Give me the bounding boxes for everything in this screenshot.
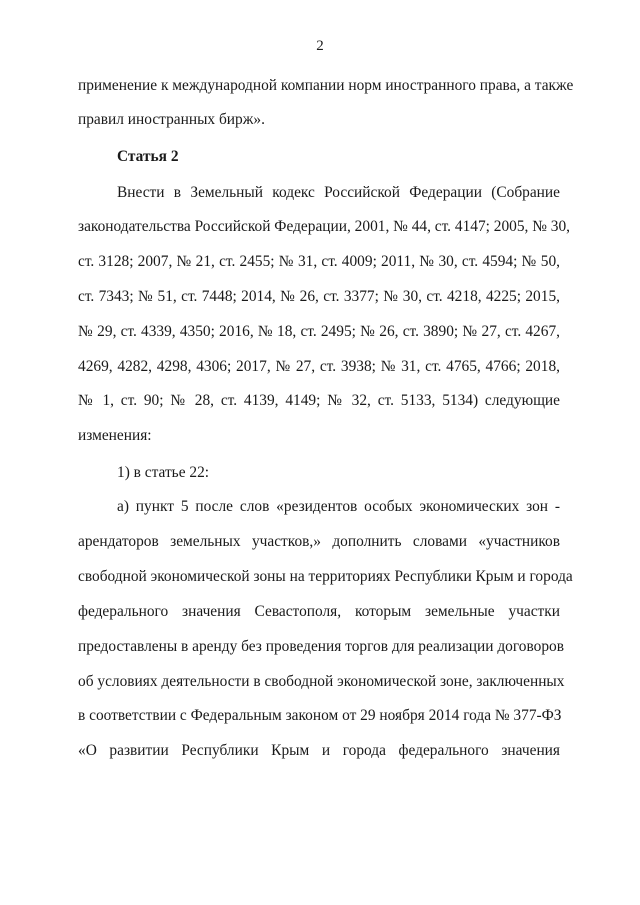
text-line: Внести в Земельный кодекс Российской Федерации (Собрание: [117, 184, 560, 201]
text-line: «О развитии Республики Крым и города федерального значения: [78, 742, 560, 759]
article-heading: Статья 2: [117, 148, 179, 165]
text-line: № 1, ст. 90; № 28, ст. 4139, 4149; № 32, ст. 5133, 5134) следующие: [78, 392, 560, 409]
text-line: № 29, ст. 4339, 4350; 2016, № 18, ст. 2495; № 26, ст. 3890; № 27, ст. 4267,: [78, 323, 560, 340]
text-line: в соответствии с Федеральным законом от 29 ноября 2014 года № 377-ФЗ: [78, 707, 562, 724]
text-line: а) пункт 5 после слов «резидентов особых экономических зон -: [117, 498, 560, 515]
text-line: применение к международной компании норм иностранного права, а также: [78, 77, 574, 94]
text-line: об условиях деятельности в свободной экономической зоне, заключенных: [78, 673, 565, 690]
text-line: правил иностранных бирж».: [78, 111, 265, 128]
text-line: законодательства Российской Федерации, 2001, № 44, ст. 4147; 2005, № 30,: [78, 218, 571, 235]
text-line: 4269, 4282, 4298, 4306; 2017, № 27, ст. 3938; № 31, ст. 4765, 4766; 2018,: [78, 358, 560, 375]
text-line: предоставлены в аренду без проведения торгов для реализации договоров: [78, 638, 565, 655]
text-line: изменения:: [78, 427, 152, 444]
text-line: свободной экономической зоны на территориях Республики Крым и города: [78, 568, 573, 585]
text-line: ст. 3128; 2007, № 21, ст. 2455; № 31, ст. 4009; 2011, № 30, ст. 4594; № 50,: [78, 253, 560, 270]
page-number: 2: [316, 38, 324, 54]
text-line: арендаторов земельных участков,» дополнить словами «участников: [78, 533, 560, 550]
text-line: 1) в статье 22:: [117, 464, 210, 481]
text-line: ст. 7343; № 51, ст. 7448; 2014, № 26, ст. 3377; № 30, ст. 4218, 4225; 2015,: [78, 288, 560, 305]
text-line: федерального значения Севастополя, которым земельные участки: [78, 603, 560, 620]
